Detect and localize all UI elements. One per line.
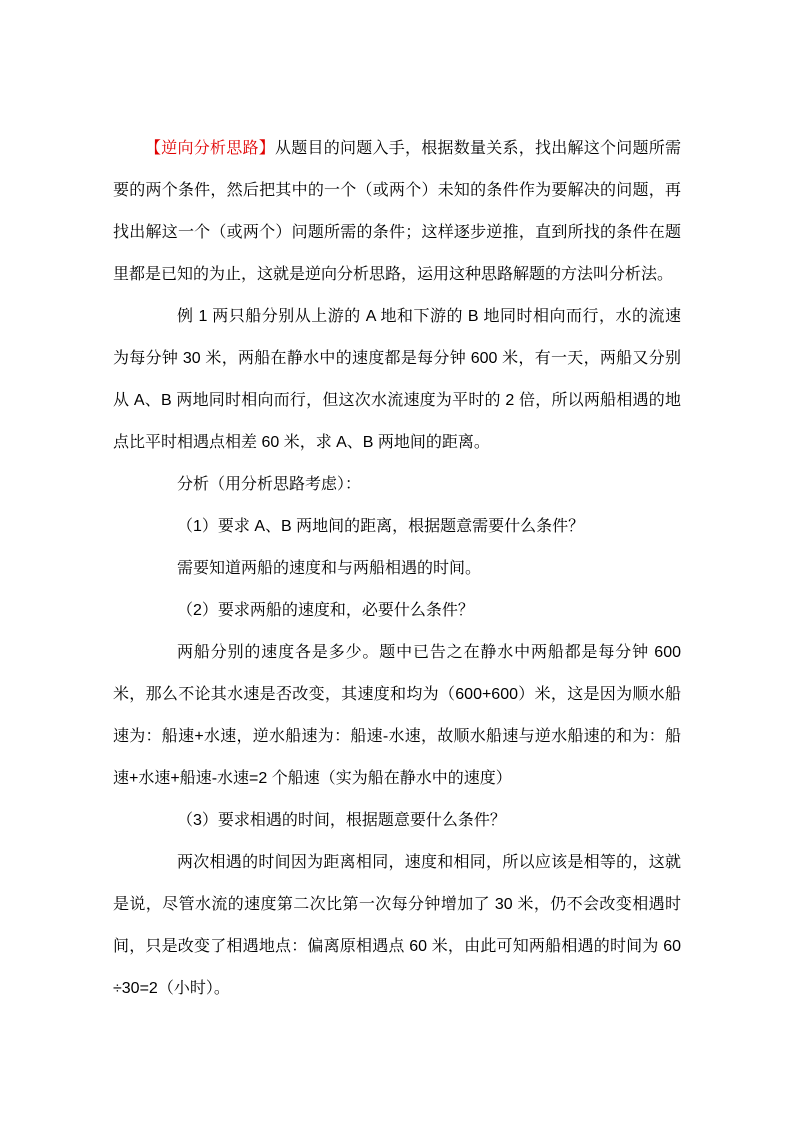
intro-lead-bracket: 【逆向分析思路】 (145, 140, 275, 157)
answer-1-text: 需要知道两船的速度和与两船相遇的时间。 (177, 560, 482, 577)
answer-3-text: 两次相遇的时间因为距离相同，速度和相同，所以应该是相等的，这就是说，尽管水流的速度第二次比第一次每分钟增加了 30 米，仍不会改变相遇时间，只是改变了相遇地点：偏离原相遇点 60 米，由此可知两船相遇的时间为 60÷30=2（小时）。 (113, 854, 681, 997)
paragraph-question-2 (113, 590, 681, 632)
paragraph-question-1 (113, 506, 681, 548)
analysis-heading-text: 分析（用分析思路考虑）： (177, 476, 362, 493)
paragraph-answer-1 (113, 548, 681, 590)
intro-text: 从题目的问题入手，根据数量关系，找出解这个问题所需要的两个条件，然后把其中的一个（或两个）未知的条件作为要解决的问题，再找出解这一个（或两个）问题所需的条件；这样逐步逆推，直到所找的条件在题里都是已知的为止，这就是逆向分析思路，运用这种思路解题的方法叫分析法。 (113, 140, 681, 283)
paragraph-answer-2 (113, 632, 681, 800)
question-1-text: （1）要求 A、B 两地间的距离，根据题意需要什么条件？ (177, 518, 585, 535)
paragraph-question-3 (113, 800, 681, 842)
question-2-text: （2）要求两船的速度和，必要什么条件？ (177, 602, 474, 619)
paragraph-analysis-heading (113, 464, 681, 506)
question-3-text: （3）要求相遇的时间，根据题意要什么条件？ (177, 812, 506, 829)
example-1-text: 例 1 两只船分别从上游的 A 地和下游的 B 地同时相向而行，水的流速为每分钟 30 米，两船在静水中的速度都是每分钟 600 米，有一天，两船又分别从 A、B 两地同时相向而行，但这次水流速度为平时的 2 倍，所以两船相遇的地点比平时相遇点相差 60 米，求 A、B 两地间的距离。 (113, 308, 681, 451)
paragraph-example-1 (113, 296, 681, 464)
paragraph-intro (113, 128, 681, 296)
answer-2-text: 两船分别的速度各是多少。题中已告之在静水中两船都是每分钟 600 米，那么不论其水速是否改变，其速度和均为（600+600）米，这是因为顺水船速为：船速+水速，逆水船速为：船速-水速，故顺水船速与逆水船速的和为：船速+水速+船速-水速=2 个船速（实为船在静水中的速度） (113, 644, 681, 787)
paragraph-answer-3 (113, 842, 681, 1010)
